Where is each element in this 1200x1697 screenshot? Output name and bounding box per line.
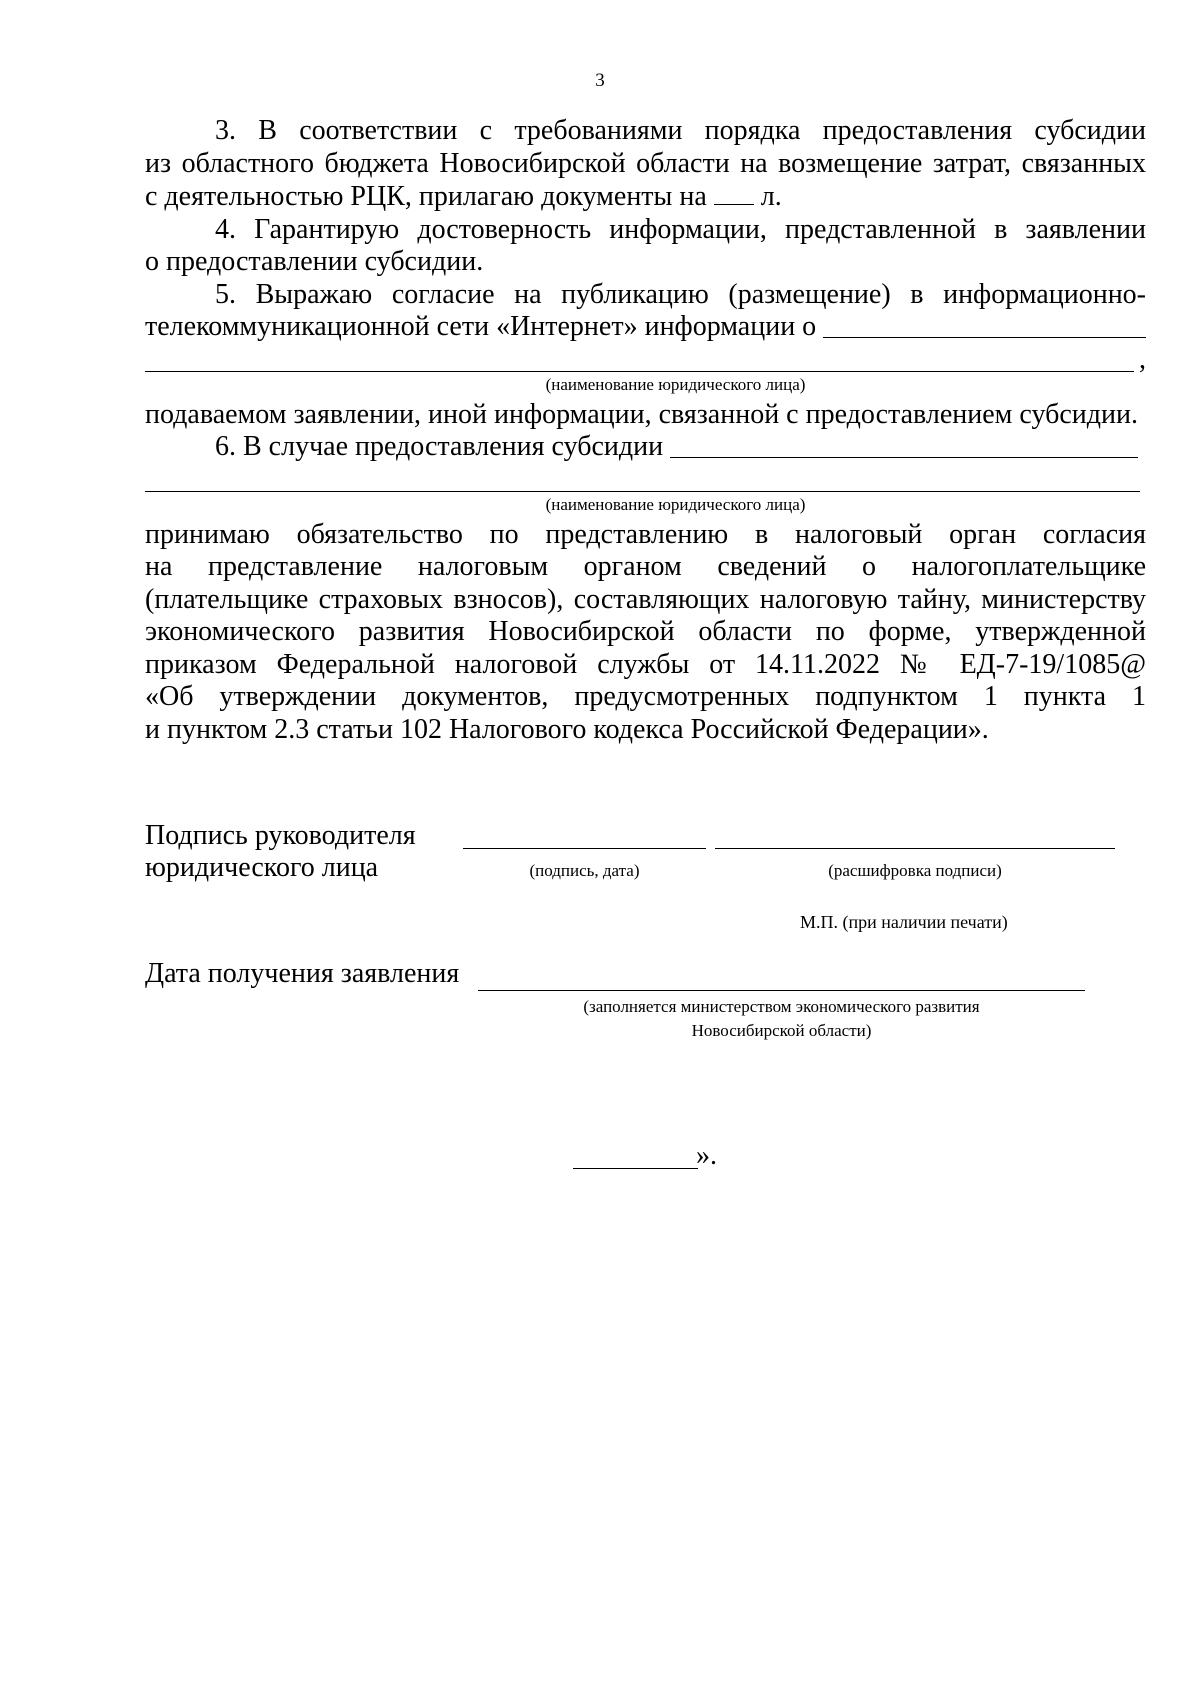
receipt-date-label: Дата получения заявления: [145, 958, 460, 989]
p6-line7: «Об утверждении документов, предусмотренных подпунктом 1 пункта 1: [145, 681, 1146, 712]
p6-line1-text: 6. В случае предоставления субсидии: [215, 431, 671, 462]
signature-decoding-line[interactable]: [715, 848, 1115, 849]
signature-label-line1: Подпись руководителя: [145, 820, 416, 851]
page-number: 3: [595, 70, 605, 91]
receipt-caption-line1: (заполняется министерством экономического развития: [583, 997, 980, 1016]
p6-line1: [145, 431, 1146, 464]
receipt-caption-line2: Новосибирской области): [691, 1021, 872, 1040]
signature-date-caption: (подпись, дата): [529, 861, 640, 880]
p3-line3: [145, 180, 1146, 214]
p4-line2: о предоставлении субсидии.: [145, 246, 484, 277]
p5-line1: 5. Выражаю согласие на публикацию (размещение) в информационно-: [215, 278, 1146, 310]
p3-line3-b: л.: [753, 181, 782, 212]
receipt-date-line[interactable]: [478, 990, 1085, 991]
p3-line2: из областного бюджета Новосибирской области на возмещение затрат, связанных: [145, 147, 1146, 179]
closing-mark: ».: [696, 1140, 717, 1171]
p6-caption: (наименование юридического лица): [545, 494, 806, 514]
page-count-blank[interactable]: [714, 180, 754, 205]
signature-label: [145, 820, 416, 884]
p6-line5: экономического развития Новосибирской области по форме, утвержденной: [145, 616, 1146, 647]
p5-org-blank-1[interactable]: [823, 311, 1146, 338]
p6-org-blank-1[interactable]: [670, 431, 1138, 458]
p3-line1: 3. В соответствии с требованиями порядка предоставления субсидии: [215, 115, 1146, 146]
p5-org-blank-2[interactable]: [145, 344, 1146, 376]
p6-line8: и пунктом 2.3 статьи 102 Налогового кодекса Российской Федерации».: [145, 713, 989, 745]
stamp-note: М.П. (при наличии печати): [800, 912, 1008, 932]
p6-line2: принимаю обязательство по представлению в налоговый орган согласия: [145, 518, 1146, 550]
p5-caption: (наименование юридического лица): [545, 374, 806, 394]
p6-line4: (плательщике страховых взносов), составляющих налоговую тайну, министерству: [145, 583, 1146, 615]
signature-label-line2: юридического лица: [145, 852, 379, 883]
p6-org-blank-2[interactable]: [145, 464, 1146, 496]
p5-line2-text: телекоммуникационной сети «Интернет» информации о: [145, 311, 824, 342]
p5-line2: [145, 311, 1146, 344]
p4-line1: 4. Гарантирую достоверность информации, представленной в заявлении: [215, 213, 1146, 245]
p5-comma: ,: [1139, 343, 1146, 375]
p5-line3: подаваемом заявлении, иной информации, связанной с предоставлением субсидии.: [145, 398, 1138, 430]
closing-line: [573, 1168, 698, 1169]
signature-date-line[interactable]: [463, 848, 706, 849]
signature-decoding-caption: (расшифровка подписи): [828, 861, 1002, 880]
p3-line3-a: с деятельностью РЦК, прилагаю документы на: [145, 181, 714, 212]
p6-line6: приказом Федеральной налоговой службы от 14.11.2022 № ЕД-7-19/1085@: [145, 648, 1146, 680]
receipt-caption: [478, 998, 1085, 1040]
document-body: [145, 115, 1146, 746]
p6-line3: на представление налоговым органом сведений о налогоплательщике: [145, 551, 1146, 582]
